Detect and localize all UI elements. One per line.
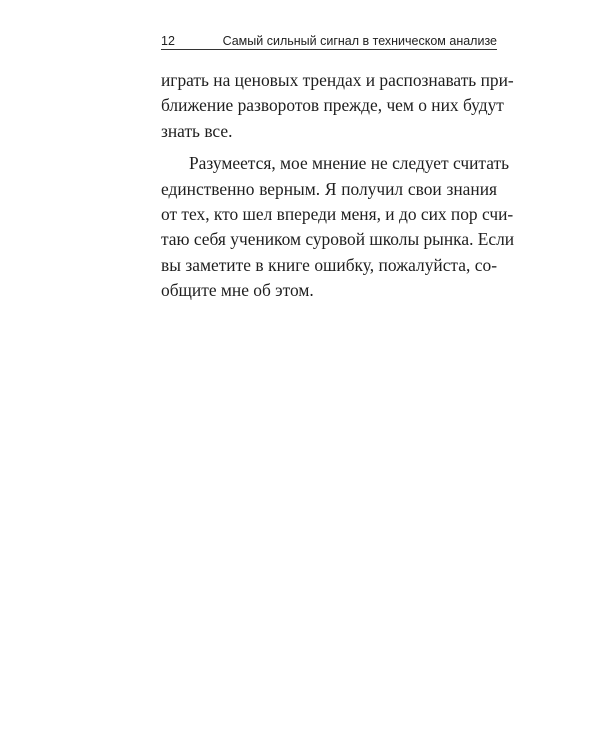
- text-line: Разумеется, мое мнение не следует считать: [189, 153, 509, 174]
- text-line: от тех, кто шел впереди меня, и до сих пор счи-: [161, 204, 514, 225]
- paragraph-1: [161, 68, 514, 144]
- text-line: знать все.: [161, 120, 233, 141]
- running-header: [161, 26, 497, 48]
- paragraph-gap: [161, 144, 497, 151]
- text-line: ближение разворотов прежде, чем о них будут: [161, 95, 504, 116]
- text-line: играть на ценовых трендах и распознавать при-: [161, 70, 514, 90]
- text-line: вы заметите в книге ошибку, пожалуйста, со-: [161, 254, 497, 275]
- text-line: единственно верным. Я получил свои знания: [161, 178, 497, 199]
- text-line: общите мне об этом.: [161, 280, 314, 301]
- header-rule: [161, 49, 497, 50]
- page-number: 12: [161, 34, 175, 48]
- running-title: Самый сильный сигнал в техническом анализе: [222, 34, 497, 48]
- paragraph-2: [161, 151, 515, 303]
- text-line: таю себя учеником суровой школы рынка. Если: [161, 229, 515, 250]
- body-text: [161, 68, 515, 304]
